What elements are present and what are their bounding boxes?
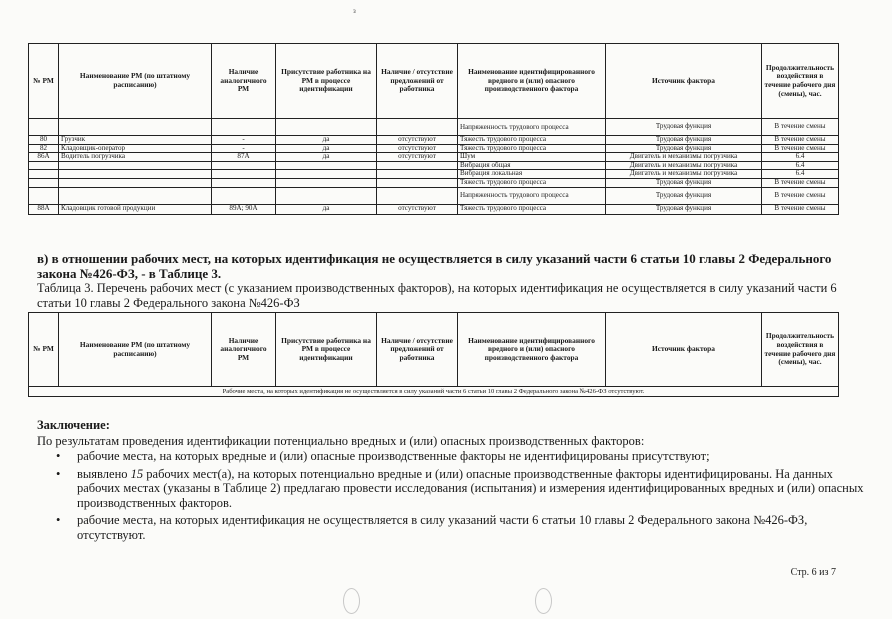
cell-name: [59, 178, 212, 187]
conclusion-item-suffix: рабочих мест(а), на которых потенциально вредные и (или) опасные производственные факторы идентифицированы. На данных рабочих местах (указаны в Таблице 2) предлагаю провести исследования (испытания) и измерения идентифицированных вредных и (или) опасных производственных факторов.: [77, 466, 864, 510]
cell-duration: 6.4: [762, 153, 839, 162]
cell-source: Двигатель и механизмы погрузчика: [606, 161, 762, 170]
table-row: [29, 136, 839, 145]
table-2-identified-factors: [28, 43, 839, 215]
cell-analog: [212, 170, 276, 179]
conclusion-item: [56, 449, 877, 464]
cell-duration: В течение смены: [762, 144, 839, 153]
col-header-factor: Наименование идентифицированного вредного и (или) опасного производственного фактора: [458, 44, 606, 119]
cell-number: [29, 161, 59, 170]
bullet-icon: •: [56, 449, 61, 463]
cell-analog: [212, 187, 276, 204]
cell-duration: В течение смены: [762, 178, 839, 187]
table-row: [29, 161, 839, 170]
col-header-number: № РМ: [29, 313, 59, 387]
cell-factor: Тяжесть трудового процесса: [458, 204, 606, 214]
table-row: [29, 204, 839, 214]
cell-factor: Тяжесть трудового процесса: [458, 144, 606, 153]
col-header-presence: Присутствие работника на РМ в процессе идентификации: [276, 313, 377, 387]
col-header-factor: Наименование идентифицированного вредного и (или) опасного производственного фактора: [458, 313, 606, 387]
cell-duration: 6.4: [762, 161, 839, 170]
cell-duration: В течение смены: [762, 187, 839, 204]
cell-name: [59, 119, 212, 136]
cell-source: Трудовая функция: [606, 144, 762, 153]
cell-analog: 87А: [212, 153, 276, 162]
cell-factor: Вибрация локальная: [458, 170, 606, 179]
cell-analog: 89А; 90А: [212, 204, 276, 214]
cell-factor: Тяжесть трудового процесса: [458, 178, 606, 187]
cell-factor: Шум: [458, 153, 606, 162]
cell-duration: В течение смены: [762, 136, 839, 145]
cell-proposals: отсутствуют: [377, 136, 458, 145]
cell-name: Водитель погрузчика: [59, 153, 212, 162]
punch-hole-left: [343, 588, 360, 614]
workplace-count: 15: [130, 466, 144, 481]
col-header-analog: Наличие аналогичного РМ: [212, 44, 276, 119]
col-header-proposals: Наличие / отсутствие предложений от работника: [377, 313, 458, 387]
cell-factor: Тяжесть трудового процесса: [458, 136, 606, 145]
conclusion-item-prefix: выявлено: [77, 466, 131, 481]
cell-analog: [212, 161, 276, 170]
cell-presence: [276, 187, 377, 204]
cell-presence: [276, 119, 377, 136]
cell-number: [29, 178, 59, 187]
cell-proposals: отсутствуют: [377, 204, 458, 214]
cell-name: Кладовщик-оператор: [59, 144, 212, 153]
table-row: [29, 170, 839, 179]
cell-source: Трудовая функция: [606, 178, 762, 187]
conclusion-title: Заключение:: [37, 418, 110, 432]
cell-proposals: [377, 161, 458, 170]
table-3-not-identified: [28, 312, 839, 397]
cell-proposals: [377, 187, 458, 204]
col-header-presence: Присутствие работника на РМ в процессе идентификации: [276, 44, 377, 119]
cell-number: 88А: [29, 204, 59, 214]
cell-duration: 6.4: [762, 170, 839, 179]
cell-source: Трудовая функция: [606, 136, 762, 145]
cell-number: 82: [29, 144, 59, 153]
cell-proposals: отсутствуют: [377, 144, 458, 153]
cell-analog: [212, 119, 276, 136]
bullet-icon: •: [56, 513, 61, 527]
bullet-icon: •: [56, 466, 61, 481]
table-row: [29, 119, 839, 136]
cell-number: [29, 119, 59, 136]
cell-proposals: отсутствуют: [377, 153, 458, 162]
conclusion-item: [56, 513, 877, 542]
conclusion-item-text: рабочие места, на которых вредные и (или) опасные производственные факторы не идентифицированы присутствуют;: [77, 449, 710, 463]
conclusion-item: [56, 466, 877, 511]
cell-presence: да: [276, 153, 377, 162]
cell-number: [29, 187, 59, 204]
conclusion-list: [37, 449, 877, 545]
cell-number: 86А: [29, 153, 59, 162]
cell-name: [59, 170, 212, 179]
cell-presence: [276, 161, 377, 170]
cell-duration: В течение смены: [762, 119, 839, 136]
cell-source: Двигатель и механизмы погрузчика: [606, 170, 762, 179]
col-header-duration: Продолжительность воздействия в течение рабочего дня (смены), час.: [762, 44, 839, 119]
cell-factor: Напряженность трудового процесса: [458, 119, 606, 136]
cell-factor: Вибрация общая: [458, 161, 606, 170]
table-3-caption: Таблица 3. Перечень рабочих мест (с указанием производственных факторов), на которых идентификация не осуществляется в силу указаний части 6 статьи 10 главы 2 Федерального закона №426-ФЗ: [37, 281, 837, 310]
col-header-name: Наименование РМ (по штатному расписанию): [59, 313, 212, 387]
cell-name: [59, 187, 212, 204]
cell-presence: да: [276, 144, 377, 153]
table-row: [29, 178, 839, 187]
cell-factor: Напряженность трудового процесса: [458, 187, 606, 204]
table-row: [29, 153, 839, 162]
col-header-source: Источник фактора: [606, 44, 762, 119]
section-heading: в) в отношении рабочих мест, на которых идентификация не осуществляется в силу указаний части 6 статьи 10 главы 2 Федерального закона №426-ФЗ, - в Таблице 3.: [37, 251, 832, 281]
conclusion-item-text: рабочие места, на которых идентификация не осуществляется в силу указаний части 6 статьи 10 главы 2 Федерального закона №426-ФЗ, отсутствуют.: [77, 513, 808, 542]
cell-source: Двигатель и механизмы погрузчика: [606, 153, 762, 162]
cell-name: Грузчик: [59, 136, 212, 145]
table-row: [29, 187, 839, 204]
cell-presence: да: [276, 136, 377, 145]
col-header-proposals: Наличие / отсутствие предложений от работника: [377, 44, 458, 119]
col-header-name: Наименование РМ (по штатному расписанию): [59, 44, 212, 119]
cell-name: [59, 161, 212, 170]
cell-source: Трудовая функция: [606, 119, 762, 136]
page-number: Стр. 6 из 7: [790, 567, 836, 578]
cell-presence: [276, 170, 377, 179]
cell-analog: -: [212, 144, 276, 153]
cell-duration: В течение смены: [762, 204, 839, 214]
punch-hole-right: [535, 588, 552, 614]
cell-proposals: [377, 178, 458, 187]
cell-name: Кладовщик готовой продукции: [59, 204, 212, 214]
col-header-source: Источник фактора: [606, 313, 762, 387]
table-row: [29, 144, 839, 153]
cell-proposals: [377, 170, 458, 179]
col-header-duration: Продолжительность воздействия в течение рабочего дня (смены), час.: [762, 313, 839, 387]
cell-source: Трудовая функция: [606, 187, 762, 204]
cell-analog: -: [212, 136, 276, 145]
cell-number: 80: [29, 136, 59, 145]
cell-number: [29, 170, 59, 179]
cell-analog: [212, 178, 276, 187]
page-mark: з: [353, 7, 356, 15]
conclusion-intro: По результатам проведения идентификации потенциально вредных и (или) опасных производственных факторов:: [37, 434, 645, 448]
table-3-empty-note: Рабочие места, на которых идентификация не осуществляется в силу указаний части 6 статьи 10 главы 2 Федерального закона №426-ФЗ отсутствуют.: [29, 387, 839, 397]
col-header-analog: Наличие аналогичного РМ: [212, 313, 276, 387]
cell-source: Трудовая функция: [606, 204, 762, 214]
cell-presence: [276, 178, 377, 187]
cell-presence: да: [276, 204, 377, 214]
col-header-number: № РМ: [29, 44, 59, 119]
cell-proposals: [377, 119, 458, 136]
